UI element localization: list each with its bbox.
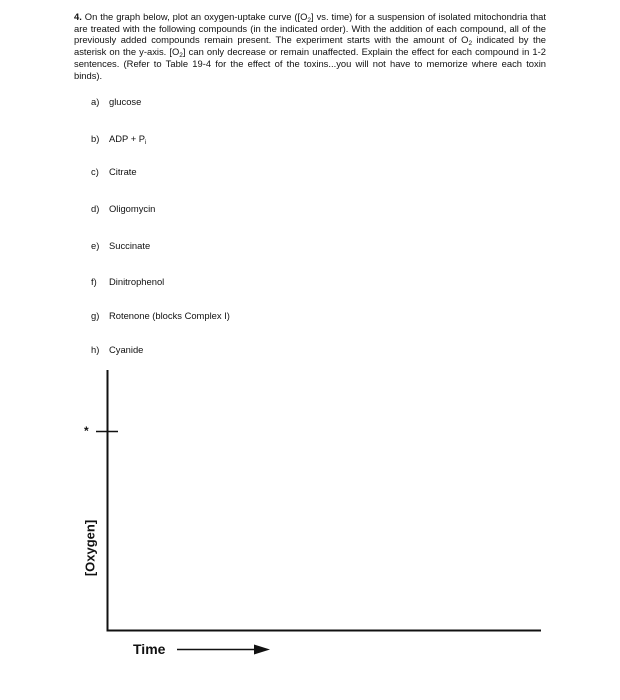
item-subscript: i	[145, 139, 147, 146]
item-label: Dinitrophenol	[109, 276, 165, 287]
item-marker: a)	[91, 96, 100, 107]
item-marker: b)	[91, 133, 100, 144]
item-label: Cyanide	[109, 344, 144, 355]
item-marker: f)	[91, 276, 97, 287]
item-label: Oligomycin	[109, 203, 156, 214]
item-marker: e)	[91, 240, 100, 251]
start-asterisk: *	[84, 424, 89, 438]
item-label: glucose	[109, 96, 142, 107]
item-marker: g)	[91, 310, 100, 321]
y-axis-label: [Oxygen]	[82, 519, 98, 577]
item-marker: d)	[91, 203, 100, 214]
item-marker: h)	[91, 344, 100, 355]
item-marker: c)	[91, 166, 99, 177]
question-text: 4. On the graph below, plot an oxygen-uptake curve ($[O_2]$ vs. time) for a suspension of isolated mitochondria that are treated with the following compounds (in the indicated order). With the addition of each compound, all of the previously added compounds remain present. The experiment starts with the amount of $O_2$ indicated by the asterisk on the y-axis. $[O_2]$ can only decrease or remain unaffected. Explain the effect for each compound in 1-2 sentences. (Refer to Table 19-4 for the effect of the toxins...you will not have to memorize where each toxin binds).	[74, 11, 546, 81]
time-arrow-head	[254, 645, 270, 655]
item-label: Citrate	[109, 166, 137, 177]
x-axis-label: Time	[133, 641, 166, 657]
item-label: ADP + P	[109, 133, 146, 144]
question-number: 4.	[74, 11, 82, 22]
item-label: Rotenone (blocks Complex I)	[109, 310, 230, 321]
item-label: Succinate	[109, 240, 151, 251]
